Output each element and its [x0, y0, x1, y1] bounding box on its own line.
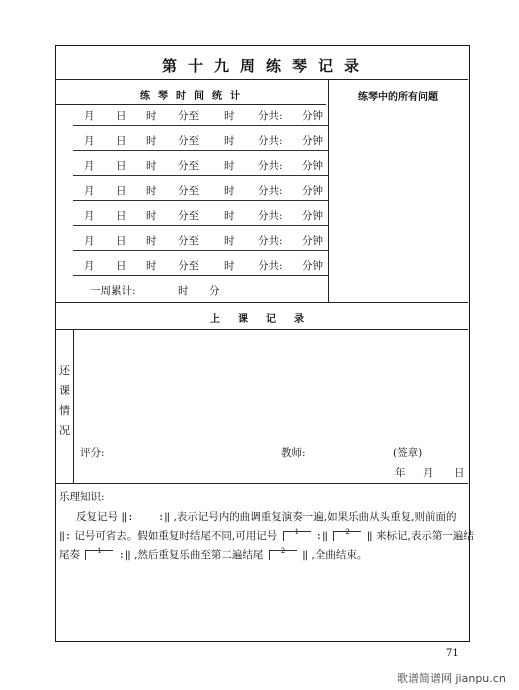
practice-row-month: 月	[84, 185, 95, 197]
practice-row-day: 日	[116, 260, 127, 272]
practice-row-min-to: 分至	[178, 135, 199, 147]
seal-label: (签章)	[393, 447, 423, 459]
knowledge-line-1: 反复记号 ‖: :‖ ,表示记号内的曲调重复演奏一遍,如果乐曲从头重复,则前面的	[76, 511, 457, 523]
practice-row-min-total: 分共:	[258, 160, 283, 172]
review-label: 还 课 情 况	[59, 364, 70, 437]
watermark: 歌谱简谱网 jianpu.cn	[397, 672, 506, 685]
practice-row-minutes: 分钟	[302, 235, 323, 247]
practice-time-header: 练琴时间统计	[140, 91, 248, 102]
practice-row-hour: 时	[146, 110, 157, 122]
practice-row-hour2: 时	[224, 185, 235, 197]
problems-header: 练琴中的所有问题	[358, 92, 438, 103]
weekly-total-hour: 时	[178, 285, 189, 297]
first-ending-icon: 1	[85, 550, 113, 560]
knowledge-line-3: 尾奏 1 :‖ ,然后重复乐曲至第二遍结尾 2 ‖ ,全曲结束。	[59, 547, 368, 561]
lesson-section-top	[56, 302, 468, 303]
practice-row-min-total: 分共:	[258, 260, 283, 272]
practice-row-hour2: 时	[224, 210, 235, 222]
date-year: 年	[395, 467, 406, 479]
practice-row-day: 日	[116, 110, 127, 122]
practice-row-min-total: 分共:	[258, 110, 283, 122]
practice-row-hour2: 时	[224, 135, 235, 147]
practice-row-month: 月	[84, 260, 95, 272]
row-underline	[73, 125, 328, 126]
practice-row-min-total: 分共:	[258, 235, 283, 247]
practice-row-hour2: 时	[224, 235, 235, 247]
title-divider	[56, 79, 468, 80]
score-label: 评分:	[80, 447, 105, 459]
practice-row-hour: 时	[146, 235, 157, 247]
practice-row-day: 日	[116, 160, 127, 172]
practice-row-day: 日	[116, 235, 127, 247]
practice-row-min-to: 分至	[178, 160, 199, 172]
practice-row-minutes: 分钟	[302, 160, 323, 172]
knowledge-heading: 乐理知识:	[59, 491, 105, 503]
practice-row-min-total: 分共:	[258, 135, 283, 147]
review-label-divider	[73, 329, 74, 483]
practice-row-min-to: 分至	[178, 110, 199, 122]
practice-row-min-to: 分至	[178, 185, 199, 197]
date-month: 月	[423, 467, 434, 479]
practice-row-hour2: 时	[224, 160, 235, 172]
practice-row-hour: 时	[146, 185, 157, 197]
row-underline	[73, 175, 328, 176]
weekly-total-minute: 分	[209, 285, 220, 297]
row-underline	[73, 275, 328, 276]
practice-row-minutes: 分钟	[302, 110, 323, 122]
practice-row-min-to: 分至	[178, 235, 199, 247]
first-ending-icon: 1	[283, 531, 311, 541]
second-ending-icon: 2	[269, 550, 297, 560]
date-day: 日	[454, 467, 465, 479]
practice-row-month: 月	[84, 135, 95, 147]
practice-row-hour: 时	[146, 135, 157, 147]
knowledge-line-2: ‖: 记号可省去。假如重复时结尾不同,可用记号 1 :‖ 2 ‖ 来标记,表示第一遍结	[59, 528, 474, 542]
record-form	[55, 45, 474, 642]
page-number: 71	[446, 648, 459, 659]
row-underline	[73, 225, 328, 226]
practice-row-hour2: 时	[224, 110, 235, 122]
column-divider	[328, 79, 329, 302]
repeat-open-icon: ‖:	[59, 531, 72, 542]
practice-row-hour: 时	[146, 260, 157, 272]
practice-row-day: 日	[116, 135, 127, 147]
practice-header-divider	[56, 104, 326, 105]
practice-row-day: 日	[116, 210, 127, 222]
practice-row-minutes: 分钟	[302, 135, 323, 147]
repeat-close-icon: :‖	[315, 531, 328, 542]
practice-row-month: 月	[84, 110, 95, 122]
knowledge-section-top	[56, 483, 468, 484]
second-ending-icon: 2	[333, 531, 361, 541]
practice-row-day: 日	[116, 185, 127, 197]
row-underline	[73, 200, 328, 201]
practice-row-minutes: 分钟	[302, 185, 323, 197]
repeat-close-icon: :‖	[158, 512, 171, 523]
weekly-total-label: 一周累计:	[90, 285, 136, 297]
practice-row-month: 月	[84, 210, 95, 222]
page-title: 第十九周练琴记录	[162, 57, 371, 75]
practice-row-hour2: 时	[224, 260, 235, 272]
practice-row-hour: 时	[146, 210, 157, 222]
lesson-record-header: 上课记录	[210, 314, 322, 325]
practice-row-min-to: 分至	[178, 260, 199, 272]
final-bar-icon: ‖	[302, 550, 309, 561]
row-underline	[73, 250, 328, 251]
lesson-header-divider	[56, 329, 468, 330]
practice-row-hour: 时	[146, 160, 157, 172]
practice-row-minutes: 分钟	[302, 210, 323, 222]
practice-row-min-to: 分至	[178, 210, 199, 222]
practice-row-min-total: 分共:	[258, 210, 283, 222]
practice-row-min-total: 分共:	[258, 185, 283, 197]
row-underline	[73, 150, 328, 151]
practice-row-minutes: 分钟	[302, 260, 323, 272]
practice-row-month: 月	[84, 235, 95, 247]
teacher-label: 教师:	[281, 447, 306, 459]
final-bar-icon: ‖	[366, 531, 373, 542]
repeat-close-icon: :‖	[118, 550, 131, 561]
repeat-open-icon: ‖:	[121, 512, 134, 523]
practice-row-month: 月	[84, 160, 95, 172]
